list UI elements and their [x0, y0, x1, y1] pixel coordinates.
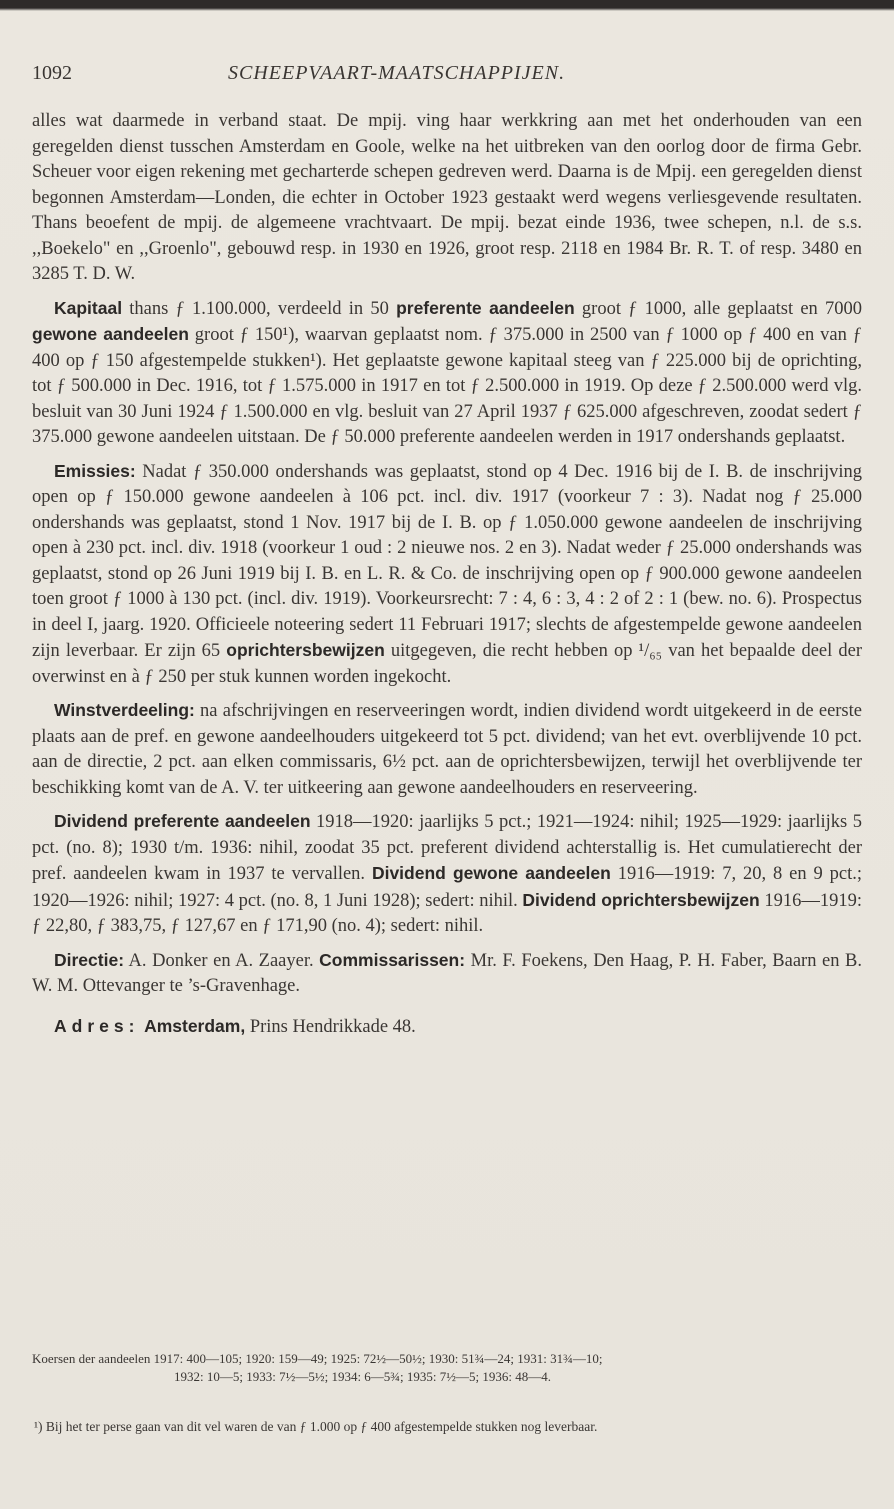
- body-text: [32, 109, 862, 1048]
- intro-text: alles wat daarmede in verband staat. De mpij. ving haar werkkring aan met het onderhouden van een geregelden dienst tusschen Amsterdam en Goole, welke na het uitbreken van den oorlog door de firma Gebr. Scheuer voor eigen rekening met gecharterde schepen gedreven werd. Daarna is de Mpij. een geregelden dienst begonnen Amsterdam—Londen, die echter in October 1923 gestaakt werd wegens verliesgevende resultaten. Thans beoefent de mpij. de algemeene vrachtvaart. De mpij. bezat einde 1936, twee schepen, n.l. de s.s. ,,Boekelo" en ,,Groenlo", gebouwd resp. in 1930 en 1926, groot resp. 2118 en 1984 Br. R. T. of resp. 3480 en 3285 T. D. W.: [32, 111, 862, 284]
- koersen-line-1: Koersen der aandeelen 1917: 400—105; 1920: 159—49; 1925: 72½—50½; 1930: 51¾—24; 1931: 31¾—10;: [32, 1351, 603, 1366]
- directie-text-1: A. Donker en A. Zaayer.: [124, 950, 320, 971]
- kapitaal-bold-1: preferente aandeelen: [396, 297, 575, 318]
- emissies-label: Emissies:: [54, 460, 136, 481]
- koersen-line-2: 1932: 10—5; 1933: 7½—5½; 1934: 6—5¾; 1935: 7½—5; 1936: 48—4.: [174, 1369, 552, 1384]
- emissies-paragraph: [32, 459, 862, 691]
- commissarissen-label: Commissarissen:: [319, 949, 466, 970]
- dividend-bold-1: Dividend preferente aandeelen: [54, 811, 311, 831]
- directie-label: Directie:: [54, 949, 125, 970]
- directie-paragraph: [32, 948, 862, 1000]
- running-title: SCHEEPVAART-MAATSCHAPPIJEN.: [228, 62, 566, 84]
- page-number: 1092: [32, 62, 72, 84]
- dividend-text-1: 1918—1920: jaarlijks 5 pct.; 1921—1924: nihil; 1925—1929: jaarlijks 5 pct. (no. 8); 1930 t/m. 1936: nihil, zoodat 35 pct. preferent dividend achterstallig is. Het cumulatierecht der pref. aandeelen kwam in 1937 te vervallen.: [32, 812, 862, 884]
- dividend-bold-2: Dividend gewone aandeelen: [371, 863, 611, 883]
- winst-paragraph: [32, 698, 862, 801]
- kapitaal-text-3: groot ƒ 150¹), waarvan geplaatst nom. ƒ 375.000 in 2500 van ƒ 1000 op ƒ 400 en van ƒ 400 op ƒ 150 afgestempelde stukken¹). Het geplaatste gewone kapitaal steeg van ƒ 225.000 bij de oprichting, tot ƒ 500.000 in Dec. 1916, tot ƒ 1.575.000 in 1917 en tot ƒ 2.500.000 in 1919. Op deze ƒ 2.500.000 werd vlg. besluit van 30 Juni 1924 ƒ 1.500.000 en vlg. besluit van 27 April 1937 ƒ 625.000 afgeschreven, zoodat sedert ƒ 375.000 gewone aandeelen uitstaan. De ƒ 50.000 preferente aandeelen werden in 1917 ondershands geplaatst.: [32, 325, 863, 447]
- emissies-text-1: Nadat ƒ 350.000 ondershands was geplaatst, stond op 4 Dec. 1916 bij de I. B. de inschrijving open op ƒ 150.000 gewone aandeelen à 106 pct. incl. div. 1917 (voorkeur 7 : 3). Nadat nog ƒ 25.000 ondershands was geplaatst, stond 1 Nov. 1917 bij de I. B. op ƒ 1.050.000 gewone aandeelen de inschrijving open à 230 pct. incl. div. 1918 (voorkeur 1 oud : 2 nieuwe nos. 2 en 3). Nadat weder ƒ 25.000 ondershands was geplaatst, stond op 26 Juni 1919 bij I. B. en L. R. & Co. de inschrijving open op ƒ 900.000 gewone aandeelen toen groot ƒ 1000 à 130 pct. (incl. div. 1919). Voorkeursrecht: 7 : 4, 6 : 3, 4 : 2 of 2 : 1 (bew. no. 6). Prospectus in deel I, jaarg. 1920. Officieele noteering sedert 11 Februari 1917; slechts de afgestempelde gewone aandeelen zijn leverbaar. Er zijn 65: [32, 461, 862, 661]
- dividend-bold-3: Dividend oprichtersbewijzen: [522, 889, 760, 910]
- footnote: ¹) Bij het ter perse gaan van dit vel waren de van ƒ 1.000 op ƒ 400 afgestempelde stukken nog leverbaar.: [34, 1419, 598, 1434]
- page-header: [32, 62, 862, 88]
- adres-label: Adres:: [54, 1015, 140, 1036]
- kapitaal-paragraph: [32, 296, 862, 451]
- dividend-text-3: 1916—1919: ƒ 22,80, ƒ 383,75, ƒ 127,67 en ƒ 171,90 (no. 4); sedert: nihil.: [32, 890, 862, 936]
- adres-text: Prins Hendrikkade 48.: [245, 1016, 416, 1037]
- emissies-text-2: uitgegeven, die recht hebben op ¹/₆₅ van het bepaalde deel der overwinst en à ƒ 250 per stuk kunnen worden ingekocht.: [32, 641, 862, 687]
- dividend-text-2: 1916—1919: 7, 20, 8 en 9 pct.; 1920—1926: nihil; 1927: 4 pct. (no. 8, 1 Juni 1928); sedert: nihil.: [32, 864, 862, 911]
- directie-text-2: Mr. F. Foekens, Den Haag, P. H. Faber, Baarn en B. W. M. Ottevanger te ’s-Gravenhage.: [32, 950, 862, 996]
- adres-city: Amsterdam,: [144, 1015, 246, 1036]
- kapitaal-text-1: thans ƒ 1.100.000, verdeeld in 50: [122, 298, 397, 319]
- koersen-block: [32, 1350, 862, 1386]
- dividend-paragraph: [32, 809, 862, 940]
- kapitaal-label: Kapitaal: [54, 297, 123, 318]
- kapitaal-bold-2: gewone aandeelen: [32, 324, 189, 344]
- winst-text-1: na afschrijvingen en reserveeringen wordt, indien dividend wordt uitgekeerd in de eerste plaats aan de pref. en gewone aandeelhouders uitgekeerd tot 5 pct. dividend; van het evt. overblijvende 10 pct. aan de directie, 2 pct. aan elken commissaris, 6½ pct. aan de oprichtersbewijzen, terwijl het overblijvende ter beschikking komt van de A. V. ter uitkeering aan gewone aandeelhouders en reserveering.: [32, 701, 862, 798]
- emissies-bold-1: oprichtersbewijzen: [226, 640, 385, 660]
- kapitaal-text-2: groot ƒ 1000, alle geplaatst en 7000: [574, 298, 863, 319]
- winst-label: Winstverdeeling:: [54, 700, 195, 720]
- intro-paragraph: [32, 109, 862, 288]
- adres-paragraph: [32, 1014, 862, 1041]
